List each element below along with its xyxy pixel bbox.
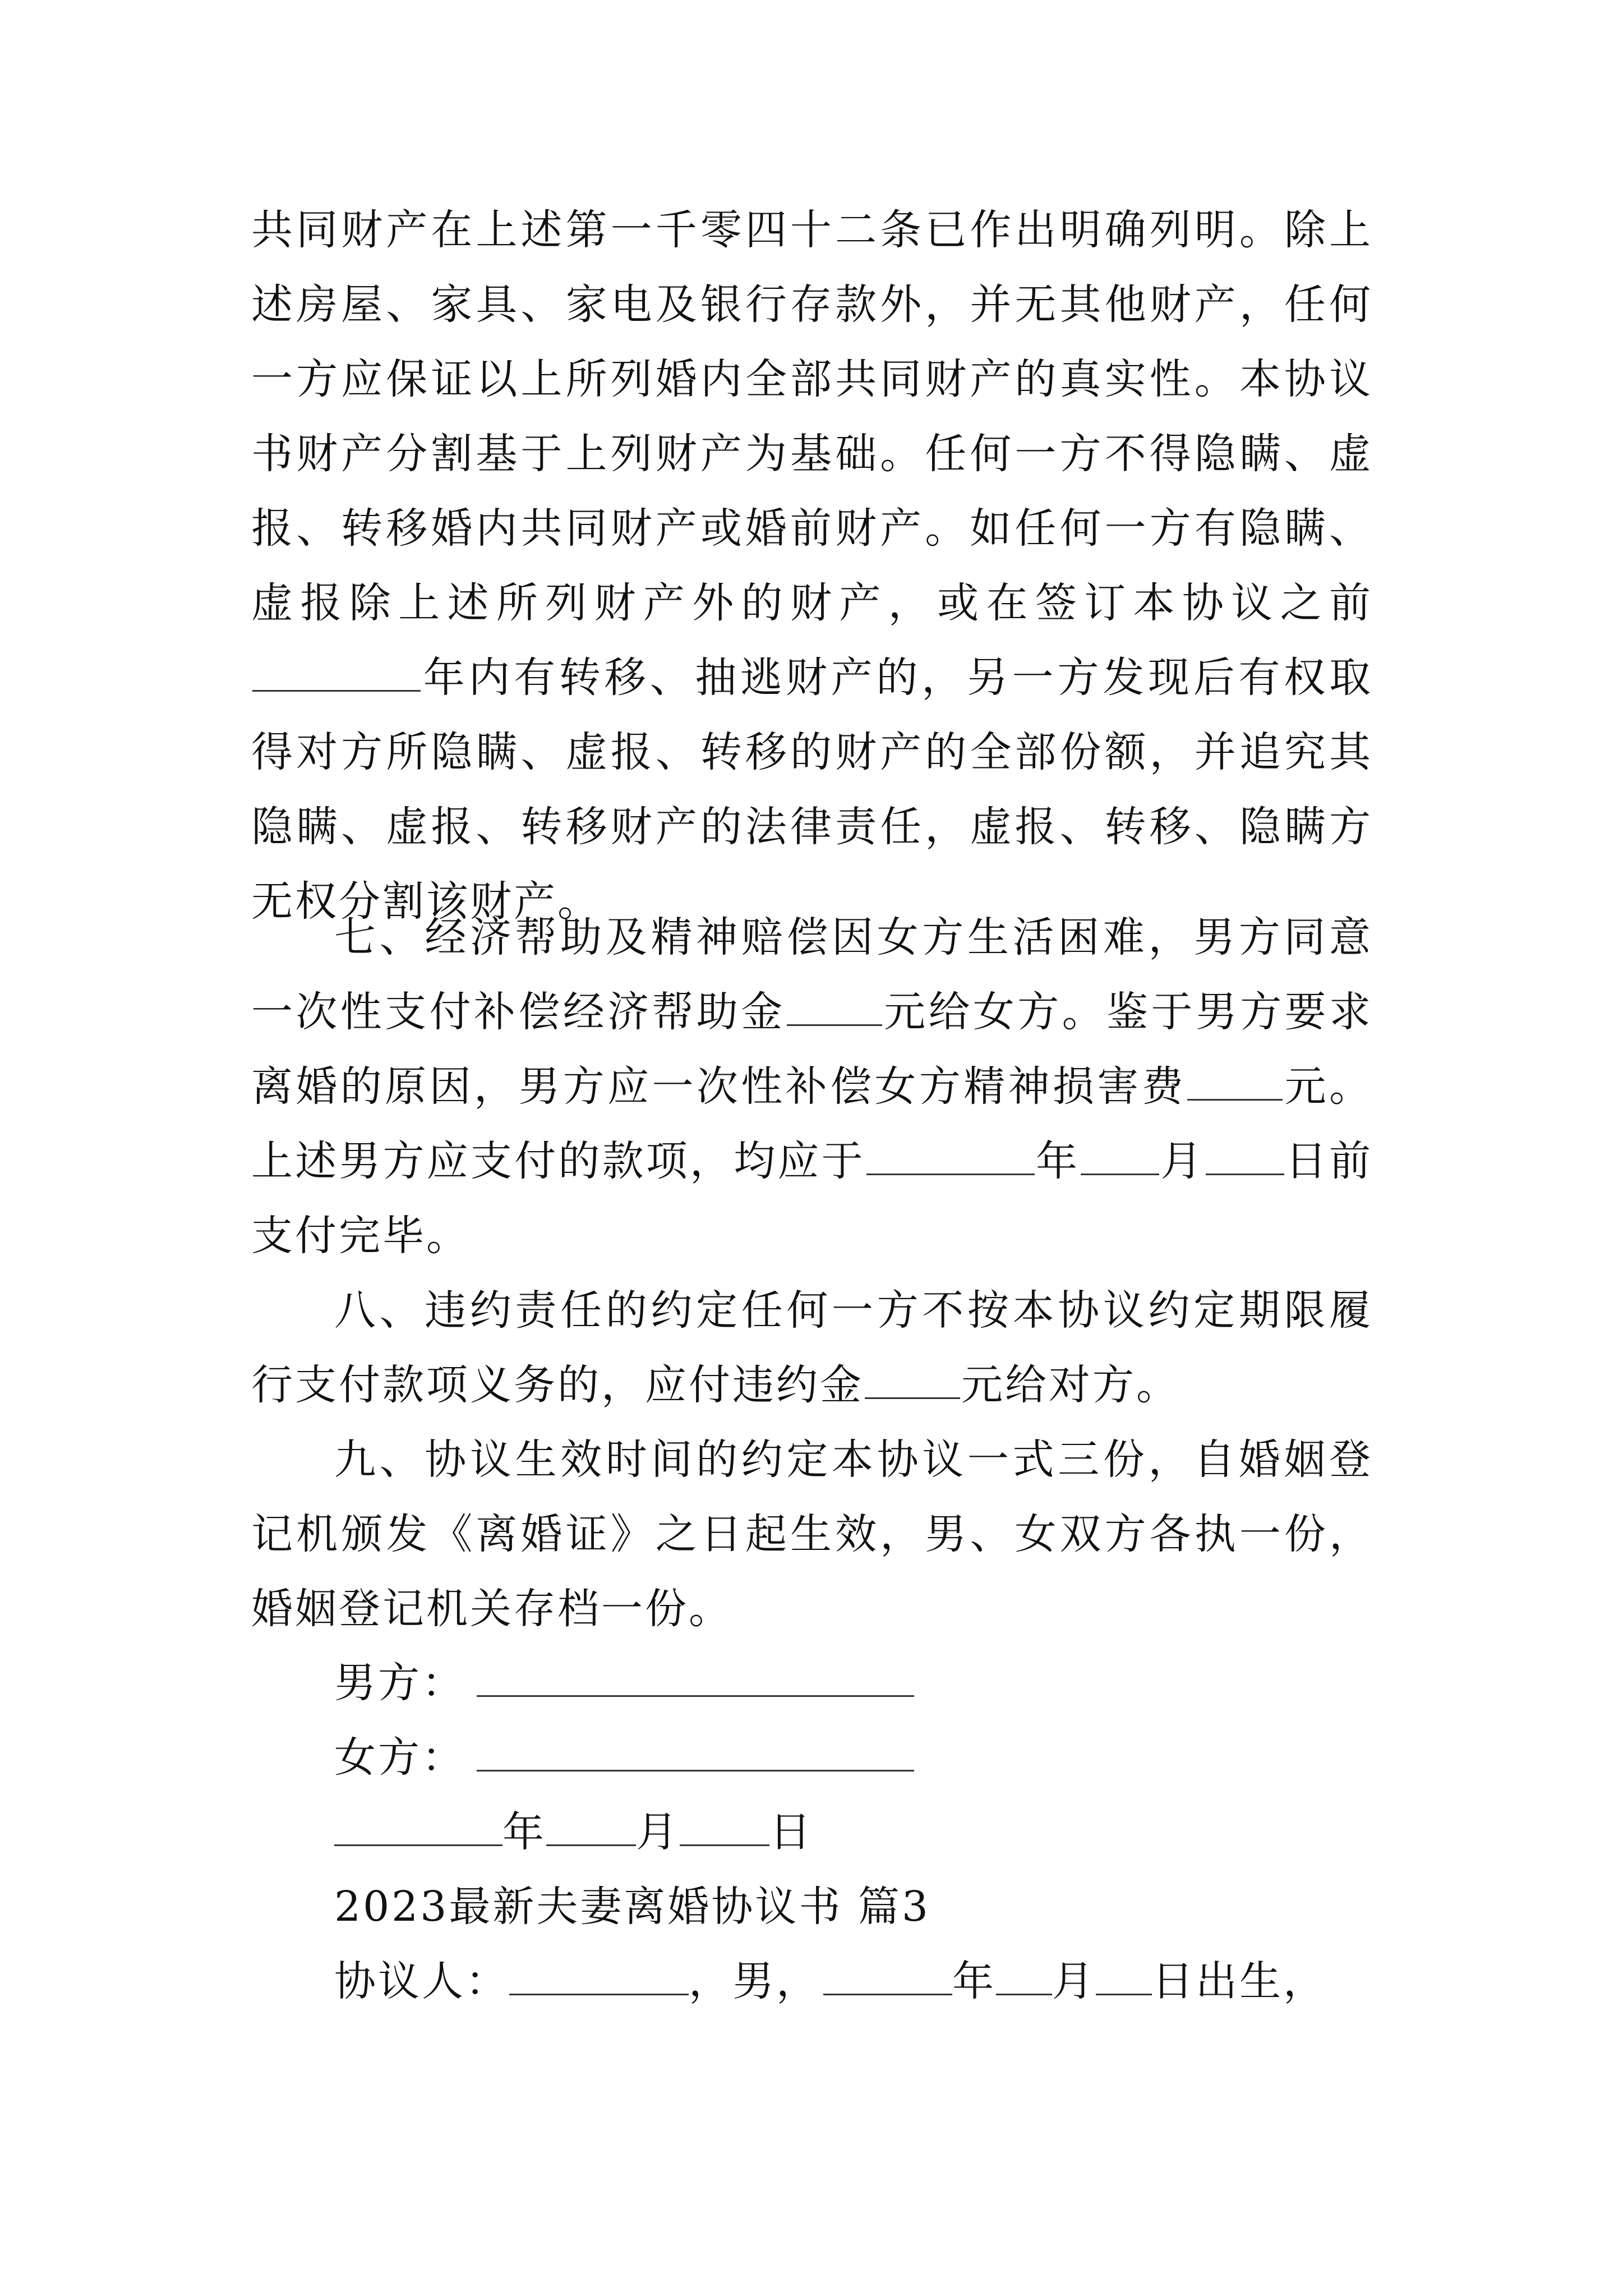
- party-name-blank[interactable]: [509, 1952, 689, 1995]
- paragraph-text: 年: [1035, 1137, 1080, 1185]
- male-signature-blank[interactable]: [477, 1654, 914, 1697]
- female-label: 女方：: [334, 1733, 465, 1782]
- paragraph-text: 元给对方。: [961, 1361, 1180, 1409]
- blank-pay-month: [1081, 1132, 1159, 1175]
- birth-month-blank[interactable]: [996, 1952, 1052, 1995]
- party-gender: ，男，: [689, 1957, 820, 2005]
- paragraph-economic-help: [251, 900, 1373, 1273]
- blank-pay-year: [866, 1132, 1035, 1175]
- date-year-label: 年: [502, 1808, 546, 1856]
- paragraph-text: 年内有转移、抽逃财产的，另一方发现后有权取得对方所隐瞒、虚报、转移的财产的全部份额，并追究其隐瞒、虚报、转移财产的法律责任，虚报、转移、隐瞒方无权分割该财产。: [251, 654, 1373, 926]
- paragraph-text: 日前支付完毕。: [251, 1137, 1373, 1260]
- paragraph-text: 七、经济帮助及精神赔偿因女方生活困难，男方同意一次性支付补偿经济帮助金: [251, 913, 1373, 1036]
- blank-damage-amount: [1187, 1057, 1283, 1101]
- female-signature-blank[interactable]: [477, 1728, 914, 1772]
- date-month-label: 月: [636, 1808, 680, 1856]
- paragraph-effective-date: 九、协议生效时间的约定本协议一式三份，自婚姻登记机颁发《离婚证》之日起生效，男、女双方各执一份，婚姻登记机关存档一份。: [251, 1435, 1373, 1633]
- date-month-blank[interactable]: [546, 1803, 636, 1846]
- blank-penalty-amount: [865, 1356, 960, 1399]
- paragraph-text: 共同财产在上述第一千零四十二条已作出明确列明。除上述房屋、家具、家电及银行存款外，并无其他财产，任何一方应保证以上所列婚内全部共同财产的真实性。本协议书财产分割基于上列财产为基础。任何一方不得隐瞒、虚报、转移婚内共同财产或婚前财产。如任何一方有隐瞒、虚报除上述所列财产外的财产，或在签订本协议之前: [251, 206, 1373, 627]
- paragraph-breach-liability: [251, 1273, 1373, 1423]
- paragraph-text: 元给女方。鉴于男方要求离婚的原因，男方应一次性补偿女方精神损害费: [251, 988, 1373, 1111]
- date-year-blank[interactable]: [334, 1803, 502, 1846]
- signature-date-line: [334, 1795, 813, 1870]
- birth-month-label: 月: [1052, 1957, 1096, 2005]
- birth-suffix: 日出生，: [1152, 1957, 1327, 2005]
- birth-year-blank[interactable]: [823, 1952, 952, 1995]
- blank-help-amount: [787, 983, 882, 1026]
- male-signature-line: [334, 1646, 915, 1720]
- birth-day-blank[interactable]: [1096, 1952, 1152, 1995]
- paragraph-property-disclosure: [251, 193, 1373, 939]
- paragraph-text: 八、违约责任的约定任何一方不按本协议约定期限履行支付款项义务的，应付违约金: [251, 1286, 1373, 1409]
- date-day-label: 日: [769, 1808, 813, 1856]
- blank-years: [252, 648, 421, 692]
- blank-pay-day: [1206, 1132, 1284, 1175]
- paragraph-text: 元。上述男方应支付的款项，均应于: [251, 1062, 1373, 1185]
- section-heading: 2023最新夫妻离婚协议书 篇3: [334, 1883, 930, 1931]
- male-label: 男方：: [334, 1659, 465, 1707]
- paragraph-text: 月: [1160, 1137, 1205, 1185]
- party-line: [334, 1944, 1327, 2019]
- female-signature-line: [334, 1720, 915, 1795]
- birth-year-label: 年: [952, 1957, 996, 2005]
- date-day-blank[interactable]: [680, 1803, 769, 1846]
- party-label: 协议人：: [334, 1957, 509, 2005]
